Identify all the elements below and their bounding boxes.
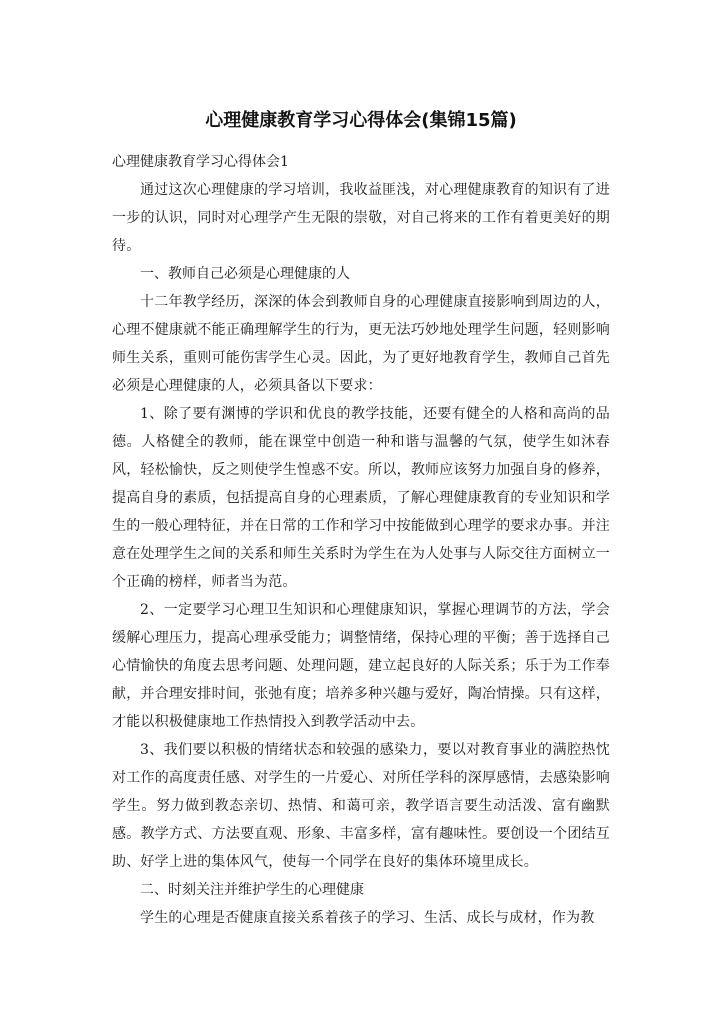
paragraph: 1、除了要有渊博的学识和优良的教学技能，还要有健全的人格和高尚的品德。人格健全的教师，能在课堂中创造一种和谐与温馨的气氛，使学生如沐春风，轻松愉快，反之则使学生惶惑不安。所以，教师应该努力加强自身的修养，提高自身的素质，包括提高自身的心理素质，了解心理健康教育的专业知识和学生的一般心理特征，并在日常的工作和学习中按能做到心理学的要求办事。并注意在处理学生之间的关系和师生关系时为学生在为人处事与人际交往方面树立一个正确的榜样，师者当为范。 [112,406,610,590]
paragraph: 十二年教学经历，深深的体会到教师自身的心理健康直接影响到周边的人，心理不健康就不能正确理解学生的行为，更无法巧妙地处理学生问题，轻则影响师生关系，重则可能伤害学生心灵。因此，为了更好地教育学生，教师自己首先必须是心理健康的人，必须具备以下要求： [112,294,610,394]
paragraph: 通过这次心理健康的学习培训，我收益匪浅，对心理健康教育的知识有了进一步的认识，同时对心理学产生无限的崇敬，对自己将来的工作有着更美好的期待。 [112,182,610,254]
document-title: 心理健康教育学习心得体会(集锦15篇) [205,110,517,131]
document-subtitle: 心理健康教育学习心得体会1 [112,154,289,170]
section-heading: 一、教师自己必须是心理健康的人 [140,266,350,282]
section-heading: 二、时刻关注并维护学生的心理健康 [140,882,364,898]
paragraph: 学生的心理是否健康直接关系着孩子的学习、生活、成长与成材，作为教 [140,910,595,926]
paragraph: 3、我们要以积极的情绪状态和较强的感染力，要以对教育事业的满腔热忱对工作的高度责任感、对学生的一片爱心、对所任学科的深厚感情，去感染影响学生。努力做到教态亲切、热情、和蔼可亲，教学语言要生动活泼、富有幽默感。教学方式、方法要直观、形象、丰富多样，富有趣味性。要创设一个团结互助、好学上进的集体风气，使每一个同学在良好的集体环境里成长。 [112,742,610,870]
document-page [112,108,610,932]
paragraph: 2、一定要学习心理卫生知识和心理健康知识，掌握心理调节的方法，学会缓解心理压力，提高心理承受能力；调整情绪，保持心理的平衡；善于选择自己心情愉快的角度去思考问题、处理问题，建立起良好的人际关系；乐于为工作奉献，并合理安排时间，张弛有度；培养多种兴趣与爱好，陶冶情操。只有这样，才能以积极健康地工作热情投入到教学活动中去。 [112,602,610,730]
